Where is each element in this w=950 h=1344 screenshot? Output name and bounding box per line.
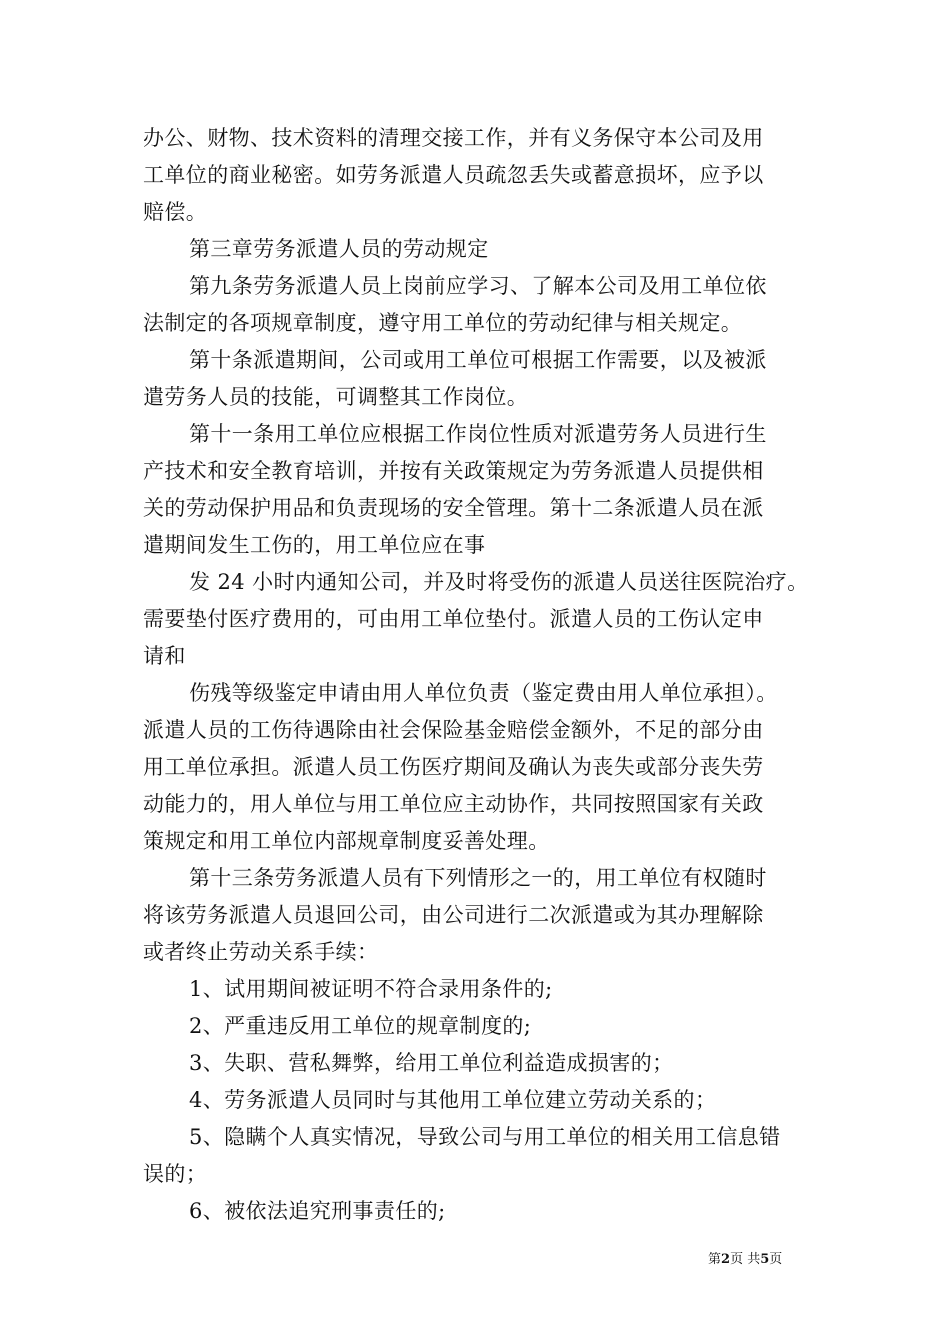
- text-line: 第九条劳务派遣人员上岗前应学习、了解本公司及用工单位依: [189, 274, 767, 298]
- list-item: 6、被依法追究刑事责任的;: [189, 1199, 446, 1223]
- text-line: 策规定和用工单位内部规章制度妥善处理。: [143, 829, 550, 853]
- text-line: 请和: [143, 644, 186, 668]
- text-line: 赔偿。: [143, 200, 208, 224]
- text-line: 第十一条用工单位应根据工作岗位性质对派遣劳务人员进行生: [189, 422, 767, 446]
- text-line: 第十三条劳务派遣人员有下列情形之一的，用工单位有权随时: [189, 866, 767, 890]
- list-item: 5、隐瞒个人真实情况，导致公司与用工单位的相关用工信息错: [189, 1125, 781, 1149]
- list-item: 2、严重违反用工单位的规章制度的;: [189, 1014, 532, 1038]
- text-line: 将该劳务派遣人员退回公司，由公司进行二次派遣或为其办理解除: [143, 903, 764, 927]
- current-page-number: 2: [721, 1252, 731, 1267]
- list-item: 1、试用期间被证明不符合录用条件的;: [189, 977, 553, 1001]
- text-line: 用工单位承担。派遣人员工伤医疗期间及确认为丧失或部分丧失劳: [143, 755, 764, 779]
- text-line: 派遣人员的工伤待遇除由社会保险基金赔偿金额外，不足的部分由: [143, 718, 764, 742]
- footer-middle: 页 共: [730, 1252, 761, 1267]
- text-line: 需要垫付医疗费用的，可由用工单位垫付。派遣人员的工伤认定申: [143, 607, 764, 631]
- list-item: 4、劳务派遣人员同时与其他用工单位建立劳动关系的；: [189, 1088, 717, 1112]
- text-line: 产技术和安全教育培训，并按有关政策规定为劳务派遣人员提供相: [143, 459, 764, 483]
- text-line: 误的；: [143, 1162, 208, 1186]
- text-line: 或者终止劳动关系手续：: [143, 940, 379, 964]
- text-line: 伤残等级鉴定申请由用人单位负责（鉴定费由用人单位承担）。: [189, 681, 778, 705]
- total-pages-number: 5: [760, 1252, 770, 1267]
- text-line: 办公、财物、技术资料的清理交接工作，并有义务保守本公司及用: [143, 126, 764, 150]
- text-line: 关的劳动保护用品和负责现场的安全管理。第十二条派遣人员在派: [143, 496, 764, 520]
- text-line: 动能力的，用人单位与用工单位应主动协作，共同按照国家有关政: [143, 792, 764, 816]
- text-line: 法制定的各项规章制度，遵守用工单位的劳动纪律与相关规定。: [143, 311, 743, 335]
- text-line: 遣劳务人员的技能，可调整其工作岗位。: [143, 385, 529, 409]
- footer-suffix: 页: [769, 1252, 783, 1267]
- text-line: 第十条派遣期间，公司或用工单位可根据工作需要，以及被派: [189, 348, 767, 372]
- text-line: 工单位的商业秘密。如劳务派遣人员疏忽丢失或蓄意损坏，应予以: [143, 163, 764, 187]
- text-line: 遣期间发生工伤的，用工单位应在事: [143, 533, 486, 557]
- page-footer: [708, 1251, 782, 1269]
- text-line: 发 24 小时内通知公司，并及时将受伤的派遣人员送往医院治疗。: [189, 570, 809, 594]
- footer-prefix: 第: [708, 1252, 722, 1267]
- list-item: 3、失职、营私舞弊，给用工单位利益造成损害的；: [189, 1051, 674, 1075]
- chapter-heading: 第三章劳务派遣人员的劳动规定: [189, 237, 489, 261]
